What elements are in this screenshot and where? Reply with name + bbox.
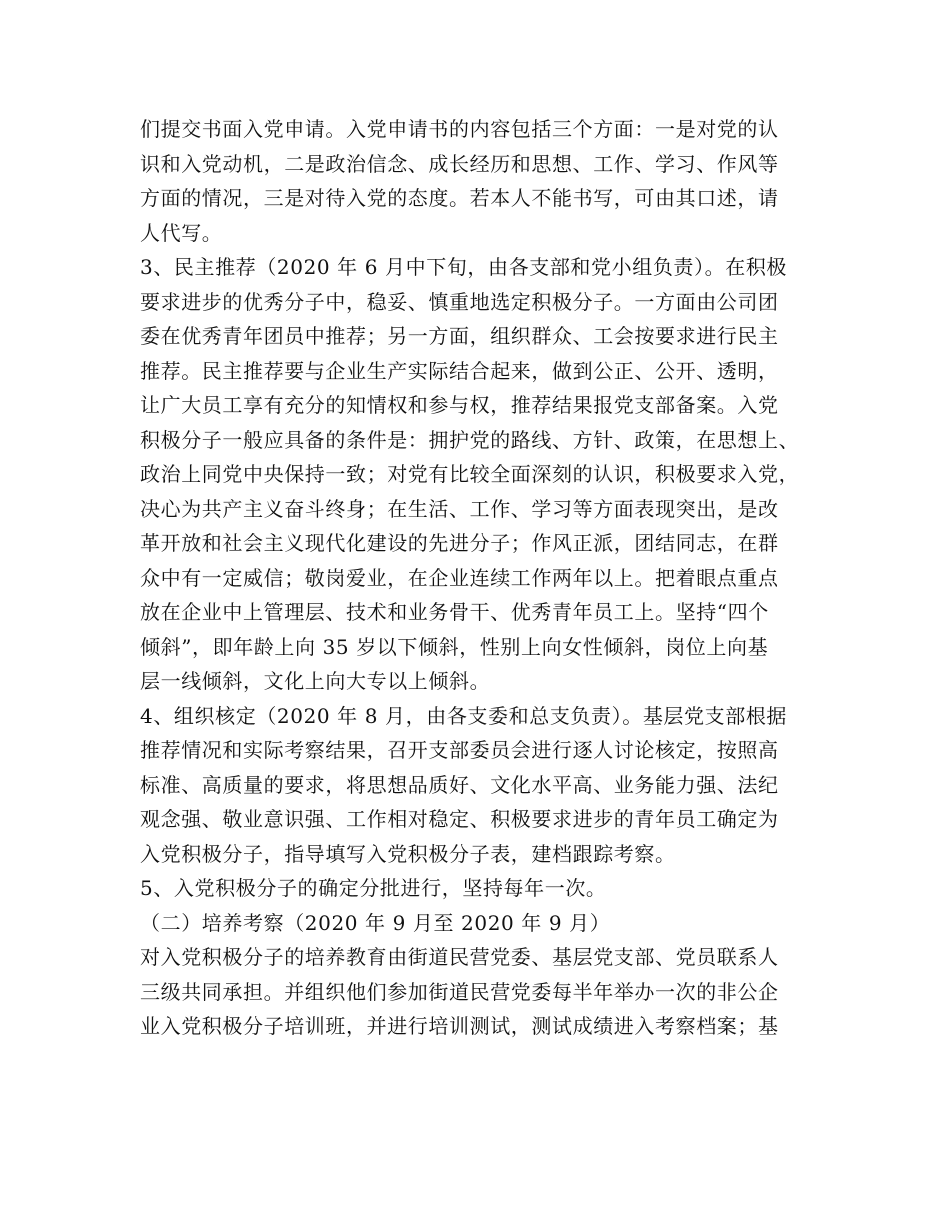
text-line: 对入党积极分子的培养教育由街道民营党委、基层党支部、党员联系人 [140,945,779,969]
text-line: 5、入党积极分子的确定分批进行，坚持每年一次。 [140,876,607,900]
text-line: 决心为共产主义奋斗终身；在生活、工作、学习等方面表现突出，是改 [140,496,779,521]
text-line: 业入党积极分子培训班，并进行培训测试，测试成绩进入考察档案；基 [140,1014,779,1038]
text-line: 标准、高质量的要求，将思想品质好、文化水平高、业务能力强、法纪 [140,772,779,797]
text-line: 推荐情况和实际考察结果，召开支部委员会进行逐人讨论核定，按照高 [140,738,779,762]
text-line: 推荐。民主推荐要与企业生产实际结合起来，做到公正、公开、透明， [140,358,779,383]
text-line: 让广大员工享有充分的知情权和参与权，推荐结果报党支部备案。入党 [140,393,779,417]
document-body [140,112,830,1044]
text-line: 4、组织核定（2020 年 8 月，由各支委和总支负责）。基层党支部根据 [140,703,788,728]
text-line: 识和入党动机，二是政治信念、成长经历和思想、工作、学习、作风等 [140,151,779,176]
text-line: 委在优秀青年团员中推荐；另一方面，组织群众、工会按要求进行民主 [140,324,779,348]
text-line: 三级共同承担。并组织他们参加街道民营党委每半年举办一次的非公企 [140,979,779,1004]
text-line: 观念强、敬业意识强、工作相对稳定、积极要求进步的青年员工确定为 [140,807,779,831]
text-line: 众中有一定威信；敬岗爱业，在企业连续工作两年以上。把着眼点重点 [140,565,779,590]
text-line: 积极分子一般应具备的条件是：拥护党的路线、方针、政策，在思想上、 [140,427,800,452]
text-line: 要求进步的优秀分子中，稳妥、慎重地选定积极分子。一方面由公司团 [140,289,779,314]
text-line: 政治上同党中央保持一致；对党有比较全面深刻的认识，积极要求入党， [140,462,800,486]
text-line: 层一线倾斜，文化上向大专以上倾斜。 [140,669,491,693]
text-line: 革开放和社会主义现代化建设的先进分子；作风正派，团结同志，在群 [140,531,779,555]
text-line: 入党积极分子，指导填写入党积极分子表，建档跟踪考察。 [140,841,676,866]
text-line: 放在企业中上管理层、技术和业务骨干、优秀青年员工上。坚持“四个 [140,600,769,624]
text-line: 人代写。 [140,220,223,245]
text-line: 3、民主推荐（2020 年 6 月中下旬，由各支部和党小组负责）。在积极 [140,255,788,279]
text-line: 们提交书面入党申请。入党申请书的内容包括三个方面：一是对党的认 [140,117,779,141]
text-line: （二）培养考察（2020 年 9 月至 2020 年 9 月） [140,910,611,935]
text-line: 方面的情况，三是对待入党的态度。若本人不能书写，可由其口述，请 [140,186,779,210]
text-line: 倾斜”，即年龄上向 35 岁以下倾斜，性别上向女性倾斜，岗位上向基 [140,634,769,659]
